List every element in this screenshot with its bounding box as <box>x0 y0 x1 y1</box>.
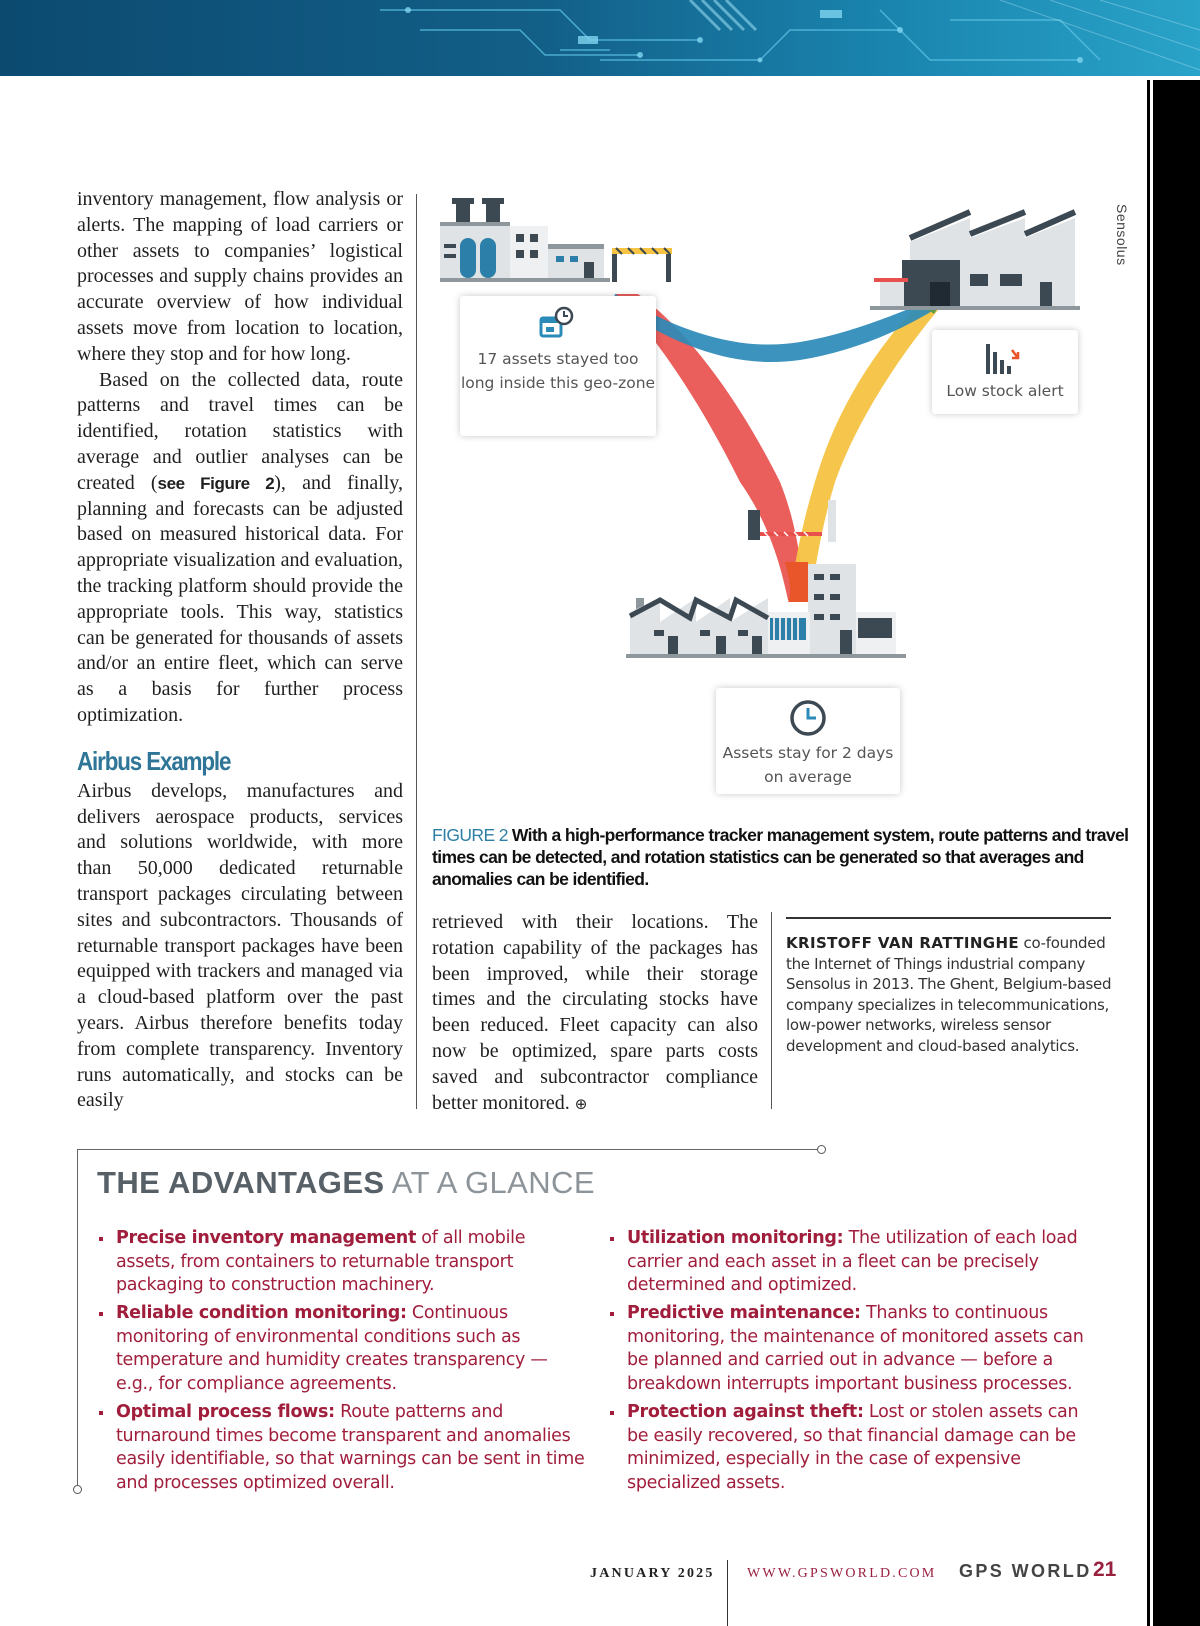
callout-geozone-text: 17 assets stayed too long inside this geo-zone <box>460 350 656 392</box>
advantage-text: Thanks to continuous monitoring, the maintenance of monitored assets can be planned and carried out in advance — before a breakdown interrupts important business processes. <box>627 1303 1084 1395</box>
advantages-list-right <box>608 1227 1096 1500</box>
clock-icon <box>788 698 828 738</box>
text-run: Based on the collected data, route patterns and travel times can be identified, rotation statistics with average and outlier analyses can be created ( <box>77 368 403 494</box>
advantage-item <box>97 1401 589 1495</box>
advantages-list-left <box>97 1227 589 1500</box>
advantage-text: of all mobile assets, from containers to returnable transport packaging to construction machinery. <box>116 1228 526 1296</box>
advantage-title: Predictive maintenance: <box>627 1303 861 1324</box>
advantage-title: Utilization monitoring: <box>627 1228 844 1248</box>
middle-column <box>432 910 758 1117</box>
page-edge-line <box>1150 80 1153 1626</box>
advantages-title-strong: THE ADVANTAGES <box>97 1165 385 1200</box>
issue-date: JANUARY 2025 <box>590 1566 715 1581</box>
left-column <box>77 187 403 1114</box>
section-subhead: Airbus Example <box>77 745 231 776</box>
author-name: KRISTOFF VAN RATTINGHE <box>786 934 1020 952</box>
frame-end-dot <box>73 1485 82 1494</box>
callout-geozone <box>460 296 656 436</box>
author-bio-text: co-founded the Internet of Things industrial company Sensolus in 2013. The Ghent, Belgium-based company specializes in telecommunications, low-power networks, wireless sensor development and cloud-based analytics. <box>786 934 1112 1055</box>
advantage-item <box>97 1302 589 1396</box>
header-banner <box>0 0 1200 76</box>
advantages-title <box>97 1165 595 1201</box>
advantage-item <box>608 1302 1096 1396</box>
text-run: ), and finally, planning and forecasts can be adjusted based on measured historical data. For appropriate visualization and evaluation, the tracking platform should provide the appropriate tools. This way, statistics can be generated for thousands of assets and/or an entire fleet, which can serve as a basis for further process optimization. <box>77 471 404 726</box>
advantage-text: The utilization of each load carrier and each asset in a fleet can be precisely determined and optimized. <box>627 1228 1078 1296</box>
advantage-item <box>608 1227 1096 1298</box>
column-divider <box>771 912 772 1109</box>
figure-reference: see Figure 2 <box>157 473 275 493</box>
page-number: 21 <box>1093 1558 1117 1581</box>
figure-label: FIGURE 2 <box>432 825 508 845</box>
circuit-pattern-graphic <box>0 0 1200 76</box>
advantages-frame-left <box>77 1149 78 1489</box>
bar-chart-alert-icon <box>984 342 1024 376</box>
geofence-gate-graphic <box>612 248 672 282</box>
advantages-title-light: AT A GLANCE <box>391 1165 595 1200</box>
image-credit: Sensolus <box>1114 204 1130 266</box>
website-url[interactable]: WWW.GPSWORLD.COM <box>747 1566 937 1581</box>
column-divider <box>416 194 417 1109</box>
advantage-item <box>608 1401 1096 1495</box>
frame-end-dot <box>817 1145 826 1154</box>
footer-divider <box>727 1560 728 1626</box>
bio-rule <box>786 917 1111 919</box>
magazine-name: GPS WORLD <box>959 1561 1092 1581</box>
page-edge-bar <box>1147 80 1200 1626</box>
text-run: retrieved with their locations. The rotation capability of the packages has been improved, while their storage times and the circulating stocks have been reduced. Fleet capacity can also now be optimized, spare parts costs saved and subcontractor compliance better monitored. <box>432 911 758 1114</box>
body-paragraph <box>77 368 403 729</box>
body-paragraph <box>432 910 758 1117</box>
advantages-frame-top <box>77 1149 820 1150</box>
advantage-title: Optimal process flows: <box>116 1402 335 1423</box>
figure-2 <box>440 182 1140 802</box>
author-bio <box>786 933 1116 1057</box>
callout-stay-average <box>716 688 900 794</box>
advantage-text: Continuous monitoring of environmental conditions such as temperature and humidity creates transparency — e.g., for compliance agreements. <box>116 1303 548 1395</box>
advantage-text: Route patterns and turnaround times become transparent and anomalies easily identifiable, so that warnings can be sent in time and processes optimized overall. <box>116 1402 585 1493</box>
advantage-title: Protection against theft: <box>627 1402 864 1423</box>
warehouse-destination-graphic <box>870 212 1080 310</box>
advantage-title: Precise inventory management <box>116 1228 417 1248</box>
body-paragraph: Airbus develops, manufactures and delivers aerospace products, services and solutions worldwide, with more than 50,000 dedicated returnable transport packages circulating between sites and subcontractors. Thousands of returnable transport packages have been equipped with trackers and managed via a cloud-based platform over the past years. Airbus therefore benefits today from complete transparency. Inventory runs automatically, and stocks can be easily <box>77 779 403 1112</box>
advantage-text: Lost or stolen assets can be easily recovered, so that financial damage can be minimized, especially in the case of expensive specialized assets. <box>627 1402 1079 1493</box>
advantage-item <box>97 1227 589 1298</box>
callout-low-stock <box>932 330 1078 414</box>
body-paragraph: inventory management, flow analysis or alerts. The mapping of load carriers or other assets to companies’ logistical processes and supply chains provides an accurate overview of how individual assets move from location to location, where they stop and for how long. <box>77 188 403 365</box>
end-mark-icon: ⊕ <box>574 1094 588 1113</box>
figure-caption <box>432 824 1132 890</box>
figure-caption-text: With a high-performance tracker management system, route patterns and travel times can be detected, and rotation statistics can be generated so that averages and anomalies can be identified. <box>432 825 1129 889</box>
advantage-title: Reliable condition monitoring: <box>116 1303 407 1324</box>
callout-low-stock-text: Low stock alert <box>946 382 1064 400</box>
factory-origin-graphic <box>440 198 610 282</box>
calendar-clock-icon <box>538 306 574 342</box>
callout-stay-text: Assets stay for 2 days on average <box>722 744 894 786</box>
